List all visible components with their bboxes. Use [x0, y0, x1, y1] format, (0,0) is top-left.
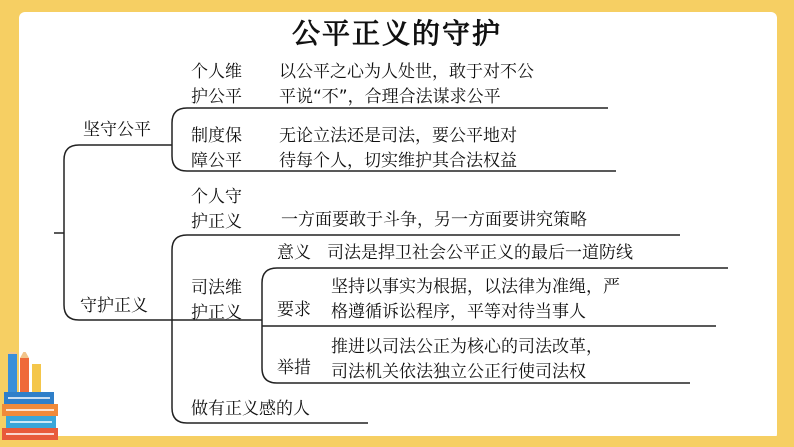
page-title: 公平正义的守护: [291, 17, 502, 50]
guard-judicial-label: 司法维 护正义: [191, 278, 242, 323]
keep-fair-item1-desc: 以公平之心为人处世，敢于对不公 平说“不”，合理合法谋求公平: [279, 62, 534, 107]
judicial-requirement-text: 坚持以事实为根据，以法律为准绳，严 格遵循诉讼程序，平等对待当事人: [331, 277, 620, 322]
judicial-requirement-label: 要求: [277, 300, 311, 320]
guard-sense-text: 做有正义感的人: [191, 399, 310, 419]
guard-personal-desc: 一方面要敢于斗争，另一方面要讲究策略: [281, 210, 587, 230]
books-pencils-icon: [0, 352, 70, 447]
judicial-measures-label: 举措: [277, 358, 311, 378]
judicial-meaning-text: 司法是捍卫社会公平正义的最后一道防线: [327, 243, 633, 263]
judicial-meaning-label: 意义: [277, 243, 311, 263]
keep-fair-item2-label: 制度保 障公平: [191, 126, 242, 171]
guard-personal-label: 个人守 护正义: [191, 187, 242, 232]
branch-keep-fair: 坚守公平: [83, 120, 151, 140]
keep-fair-item1-label: 个人维 护公平: [191, 62, 242, 107]
keep-fair-item2-desc: 无论立法还是司法，要公平地对 待每个人，切实维护其合法权益: [279, 126, 517, 171]
branch-guard-justice: 守护正义: [80, 296, 148, 316]
judicial-measures-text: 推进以司法公正为核心的司法改革， 司法机关依法独立公正行使司法权: [331, 337, 603, 382]
root-to-keep-fair-line: [64, 145, 172, 233]
